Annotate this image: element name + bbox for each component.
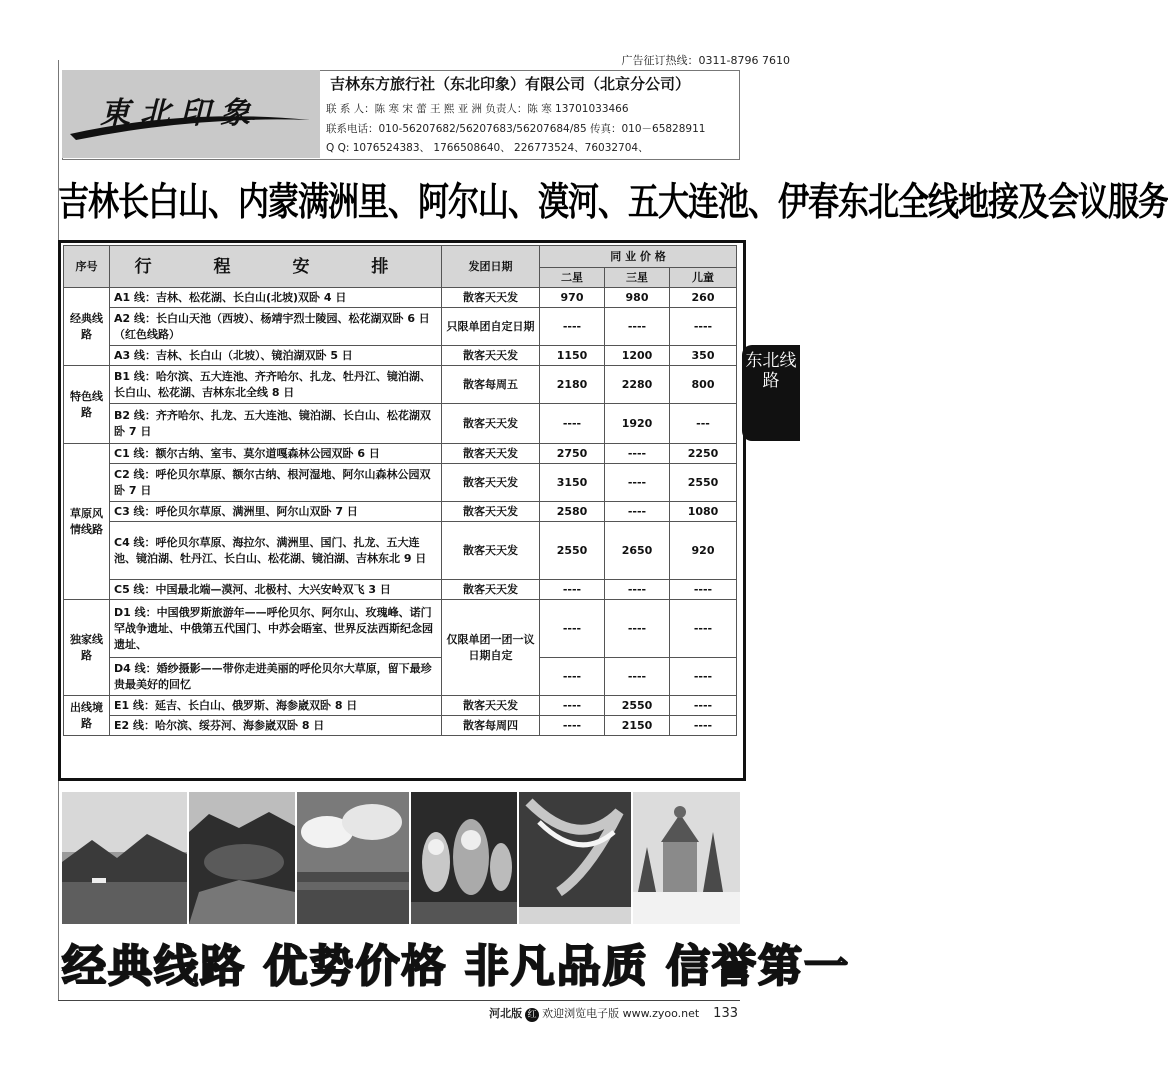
price-child: ---- xyxy=(670,716,737,736)
date-cell: 散客天天发 xyxy=(442,522,540,580)
price-two-star: 2550 xyxy=(540,522,605,580)
header-itinerary: 行 程 安 排 xyxy=(110,246,442,288)
header-two-star: 二星 xyxy=(540,268,605,288)
price-two-star: 3150 xyxy=(540,464,605,502)
category-grassland: 草原风情线路 xyxy=(64,444,110,600)
contact-qq: Q Q: 1076524383、 1766508640、 226773524、76032704、 xyxy=(326,142,649,154)
price-two-star: 2580 xyxy=(540,502,605,522)
price-child: ---- xyxy=(670,308,737,346)
route-cell: E1 线：延吉、长白山、俄罗斯、海参崴双卧 8 日 xyxy=(110,696,442,716)
route-cell: A1 线：吉林、松花湖、长白山(北坡)双卧 4 日 xyxy=(110,288,442,308)
price-two-star: ---- xyxy=(540,696,605,716)
route-cell: A3 线：吉林、长白山（北坡）、镜泊湖双卧 5 日 xyxy=(110,346,442,366)
price-three-star: ---- xyxy=(605,308,670,346)
route-cell: D4 线：婚纱摄影——带你走进美丽的呼伦贝尔大草原，留下最珍贵最美好的回忆 xyxy=(110,658,442,696)
contact-phone: 联系电话：010-56207682/56207683/56207684/85 传真：010－65828911 xyxy=(326,123,706,135)
route-cell: C1 线：额尔古纳、室韦、莫尔道嘎森林公园双卧 6 日 xyxy=(110,444,442,464)
photo-crater-lake xyxy=(189,792,295,924)
table-row xyxy=(64,464,737,502)
price-child: ---- xyxy=(670,658,737,696)
price-two-star: ---- xyxy=(540,716,605,736)
route-cell: E2 线：哈尔滨、绥芬河、海参崴双卧 8 日 xyxy=(110,716,442,736)
route-cell: B1 线：哈尔滨、五大连池、齐齐哈尔、扎龙、牡丹江、镜泊湖、长白山、松花湖、吉林东北全线 8 日 xyxy=(110,366,442,404)
price-three-star: ---- xyxy=(605,600,670,658)
route-cell: D1 线：中国俄罗斯旅游年——呼伦贝尔、阿尔山、玫瑰峰、诺门罕战争遗址、中俄第五代国门、中苏会晤室、世界反法西斯纪念园遗址、 xyxy=(110,600,442,658)
price-three-star: ---- xyxy=(605,580,670,600)
price-child: ---- xyxy=(670,600,737,658)
footer-badge-icon: 红 xyxy=(525,1008,539,1022)
photo-matryoshka-dolls xyxy=(411,792,517,924)
price-three-star: 980 xyxy=(605,288,670,308)
price-two-star: ---- xyxy=(540,404,605,444)
price-child: --- xyxy=(670,404,737,444)
footer-edition: 河北版 xyxy=(489,1007,523,1020)
photo-grassland xyxy=(297,792,409,924)
price-three-star: 2280 xyxy=(605,366,670,404)
company-name: 吉林东方旅行社（东北印象）有限公司（北京分公司） xyxy=(330,75,691,93)
price-two-star: ---- xyxy=(540,580,605,600)
footer-divider xyxy=(58,1000,740,1001)
route-cell: C2 线：呼伦贝尔草原、额尔古纳、根河湿地、阿尔山森林公园双卧 7 日 xyxy=(110,464,442,502)
table-row xyxy=(64,404,737,444)
date-cell: 仅限单团一团一议日期自定 xyxy=(442,600,540,696)
price-three-star: 2550 xyxy=(605,696,670,716)
header-depart: 发团日期 xyxy=(442,246,540,288)
price-two-star: ---- xyxy=(540,600,605,658)
price-three-star: ---- xyxy=(605,464,670,502)
table-row xyxy=(64,444,737,464)
route-cell: B2 线：齐齐哈尔、扎龙、五大连池、镜泊湖、长白山、松花湖双卧 7 日 xyxy=(110,404,442,444)
table-row xyxy=(64,346,737,366)
footer-website-text[interactable]: 欢迎浏览电子版 www.zyoo.net xyxy=(542,1007,700,1020)
date-cell: 散客天天发 xyxy=(442,288,540,308)
table-row xyxy=(64,716,737,736)
table-row xyxy=(64,600,737,658)
photo-church-snow xyxy=(633,792,740,924)
price-child: 1080 xyxy=(670,502,737,522)
price-child: 260 xyxy=(670,288,737,308)
price-child: ---- xyxy=(670,580,737,600)
price-child: 2550 xyxy=(670,464,737,502)
price-child: 800 xyxy=(670,366,737,404)
date-cell: 散客天天发 xyxy=(442,346,540,366)
date-cell: 散客天天发 xyxy=(442,502,540,522)
category-outbound: 出线境路 xyxy=(64,696,110,736)
table-row xyxy=(64,658,737,696)
price-three-star: 1920 xyxy=(605,404,670,444)
route-cell: A2 线：长白山天池（西坡）、杨靖宇烈士陵园、松花湖双卧 6 日（红色线路） xyxy=(110,308,442,346)
footer xyxy=(489,1005,738,1022)
company-logo: 東北印象 xyxy=(100,96,260,131)
route-cell: C4 线：呼伦贝尔草原、海拉尔、满洲里、国门、扎龙、五大连池、镜泊湖、牡丹江、长白山、松花湖、镜泊湖、吉林东北 9 日 xyxy=(110,522,442,580)
price-two-star: 2180 xyxy=(540,366,605,404)
date-cell: 散客天天发 xyxy=(442,444,540,464)
page-number: 133 xyxy=(713,1006,738,1021)
route-cell: C5 线：中国最北端—漠河、北极村、大兴安岭双飞 3 日 xyxy=(110,580,442,600)
headline: 吉林长白山、内蒙满洲里、阿尔山、漠河、五大连池、伊春东北全线地接及会议服务 xyxy=(58,180,1168,225)
table-row xyxy=(64,366,737,404)
price-three-star: 2150 xyxy=(605,716,670,736)
date-cell: 散客天天发 xyxy=(442,464,540,502)
price-two-star: ---- xyxy=(540,308,605,346)
date-cell: 散客天天发 xyxy=(442,404,540,444)
table-row xyxy=(64,308,737,346)
date-cell: 散客每周四 xyxy=(442,716,540,736)
category-exclusive: 独家线路 xyxy=(64,600,110,696)
header-no: 序号 xyxy=(64,246,110,288)
header-peer-price: 同 业 价 格 xyxy=(540,246,737,268)
price-three-star: ---- xyxy=(605,444,670,464)
price-two-star: 2750 xyxy=(540,444,605,464)
table-row xyxy=(64,502,737,522)
price-three-star: 1200 xyxy=(605,346,670,366)
date-cell: 只限单团自定日期 xyxy=(442,308,540,346)
table-row xyxy=(64,696,737,716)
ad-hotline: 广告征订热线：0311-8796 7610 xyxy=(621,54,790,67)
price-three-star: ---- xyxy=(605,658,670,696)
contact-persons: 联 系 人：陈 寒 宋 蕾 王 熙 亚 洲 负责人：陈 寒 13701033466 xyxy=(326,103,629,115)
side-tab-northeast-routes[interactable]: 东北线路 xyxy=(742,345,800,441)
category-special: 特色线路 xyxy=(64,366,110,444)
price-child: 350 xyxy=(670,346,737,366)
date-cell: 散客每周五 xyxy=(442,366,540,404)
price-two-star: 970 xyxy=(540,288,605,308)
header-child: 儿童 xyxy=(670,268,737,288)
price-child: ---- xyxy=(670,696,737,716)
date-cell: 散客天天发 xyxy=(442,580,540,600)
price-child: 2250 xyxy=(670,444,737,464)
table-row xyxy=(64,288,737,308)
category-classic: 经典线路 xyxy=(64,288,110,366)
routes-table xyxy=(63,245,737,736)
table-row xyxy=(64,522,737,580)
table-row xyxy=(64,580,737,600)
slogan: 经典线路 优势价格 非凡品质 信誉第一 xyxy=(62,941,850,992)
price-child: 920 xyxy=(670,522,737,580)
price-three-star: ---- xyxy=(605,502,670,522)
date-cell: 散客天天发 xyxy=(442,696,540,716)
header-three-star: 三星 xyxy=(605,268,670,288)
price-two-star: 1150 xyxy=(540,346,605,366)
price-two-star: ---- xyxy=(540,658,605,696)
photo-aurora xyxy=(519,792,631,924)
photo-mountain-lake xyxy=(62,792,187,924)
route-cell: C3 线：呼伦贝尔草原、满洲里、阿尔山双卧 7 日 xyxy=(110,502,442,522)
price-three-star: 2650 xyxy=(605,522,670,580)
